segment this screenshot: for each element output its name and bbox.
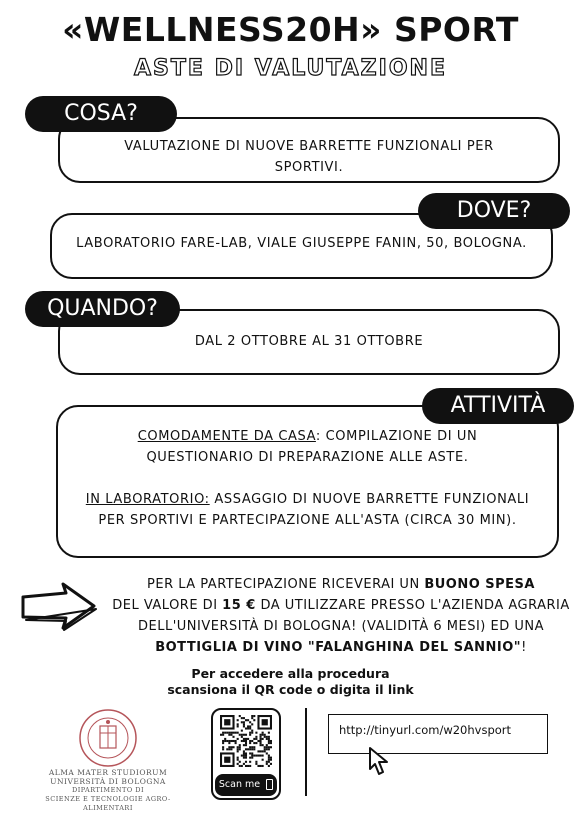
qr-code[interactable]	[220, 715, 272, 767]
poster-title: «WELLNESS20H» SPORT	[62, 10, 519, 49]
cursor-icon	[366, 745, 394, 779]
quando-text: DAL 2 OTTOBRE AL 31 OTTOBRE	[194, 334, 424, 349]
dove-text: LABORATORIO FARE-LAB, VIALE GIUSEPPE FANIN, 50, BOLOGNA.	[76, 236, 527, 251]
divider	[305, 708, 307, 796]
scan-me-button[interactable]	[215, 774, 277, 796]
dove-label: DOVE?	[418, 193, 570, 229]
reward-p1: PER LA PARTECIPAZIONE RICEVERAI UN	[147, 577, 425, 592]
attivita-lab-title: IN LABORATORIO:	[85, 492, 210, 507]
access-line-2: scansiona il QR code o digita il link	[167, 682, 414, 697]
scan-me-label: Scan me	[218, 779, 261, 790]
reward-p2: DEL VALORE DI	[112, 598, 223, 613]
poster-subtitle: ASTE DI VALUTAZIONE	[134, 56, 447, 81]
university-dept-1: DIPARTIMENTO DI	[71, 786, 145, 794]
arrow-icon	[18, 581, 98, 631]
attivita-lab-body: ASSAGGIO DI NUOVE BARRETTE FUNZIONALI PER SPORTIVI E PARTECIPAZIONE ALL'ASTA (CIRCA 30 MIN).	[98, 492, 530, 528]
short-link[interactable]: http://tinyurl.com/w20hvsport	[339, 723, 512, 737]
cosa-label: COSA?	[25, 96, 177, 132]
cosa-text: VALUTAZIONE DI NUOVE BARRETTE FUNZIONALI PER SPORTIVI.	[124, 139, 494, 175]
university-dept-2: SCIENZE E TECNOLOGIE AGRO-ALIMENTARI	[45, 795, 171, 812]
access-instructions	[0, 666, 581, 698]
qr-card	[211, 708, 281, 800]
university-seal-icon	[78, 708, 138, 768]
attivita-lab-text	[80, 489, 535, 531]
phone-icon	[266, 779, 273, 790]
reward-voucher: BUONO SPESA	[424, 577, 535, 592]
university-name-2: UNIVERSITÀ DI BOLOGNA	[50, 777, 166, 786]
attivita-label: ATTIVITÀ	[422, 388, 574, 424]
university-name-1: ALMA MATER STUDIORUM	[48, 768, 168, 777]
link-box[interactable]	[328, 714, 548, 754]
access-line-1: Per accedere alla procedura	[191, 666, 390, 681]
reward-amount: 15 €	[222, 598, 256, 613]
attivita-casa-body: : COMPILAZIONE DI UN QUESTIONARIO DI PREPARAZIONE ALLE ASTE.	[146, 429, 478, 465]
reward-text	[110, 574, 572, 658]
reward-p3: DA UTILIZZARE PRESSO L'AZIENDA AGRARIA DELL'UNIVERSITÀ DI BOLOGNA! (VALIDITÀ 6 MESI) ED UNA	[137, 598, 570, 634]
university-logo	[38, 708, 178, 812]
reward-wine: BOTTIGLIA DI VINO "FALANGHINA DEL SANNIO"	[155, 640, 522, 655]
attivita-box	[56, 405, 559, 558]
quando-label: QUANDO?	[25, 291, 180, 327]
attivita-casa-title: COMODAMENTE DA CASA	[137, 429, 316, 444]
attivita-casa-text	[82, 426, 533, 468]
reward-p4: !	[521, 640, 527, 655]
